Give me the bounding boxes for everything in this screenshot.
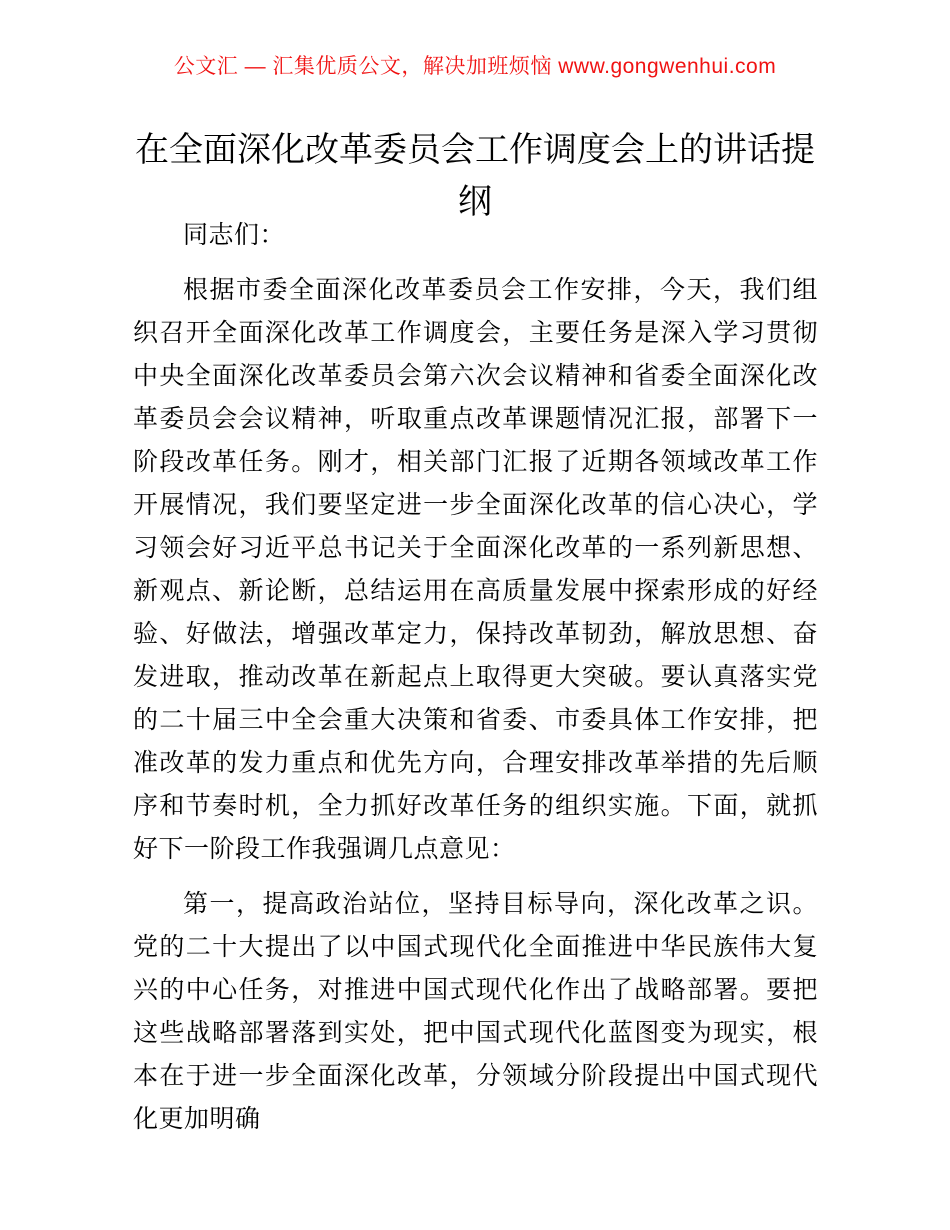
- site-watermark-banner: 公文汇 — 汇集优质公文，解决加班烦恼 www.gongwenhui.com: [173, 55, 777, 78]
- document-body: [133, 214, 818, 1141]
- paragraph-point-1: 第一，提高政治站位，坚持目标导向，深化改革之识。党的二十大提出了以中国式现代化全面推进中华民族伟大复兴的中心任务，对推进中国式现代化作出了战略部署。要把这些战略部署落到实处，把中国式现代化蓝图变为现实，根本在于进一步全面深化改革，分领域分阶段提出中国式现代化更加明确: [133, 890, 818, 1133]
- document-title: 在全面深化改革委员会工作调度会上的讲话提纲: [135, 130, 815, 221]
- paragraph-salutation: 同志们：: [183, 221, 286, 249]
- paragraph-intro: 根据市委全面深化改革委员会工作安排，今天，我们组织召开全面深化改革工作调度会，主要任务是深入学习贯彻中央全面深化改革委员会第六次会议精神和省委全面深化改革委员会会议精神，听取重点改革课题情况汇报，部署下一阶段改革任务。刚才，相关部门汇报了近期各领域改革工作开展情况，我们要坚定进一步全面深化改革的信心决心，学习领会好习近平总书记关于全面深化改革的一系列新思想、新观点、新论断，总结运用在高质量发展中探索形成的好经验、好做法，增强改革定力，保持改革韧劲，解放思想、奋发进取，推动改革在新起点上取得更大突破。要认真落实党的二十届三中全会重大决策和省委、市委具体工作安排，把准改革的发力重点和优先方向，合理安排改革举措的先后顺序和节奏时机，全力抓好改革任务的组织实施。下面，就抓好下一阶段工作我强调几点意见：: [133, 276, 818, 863]
